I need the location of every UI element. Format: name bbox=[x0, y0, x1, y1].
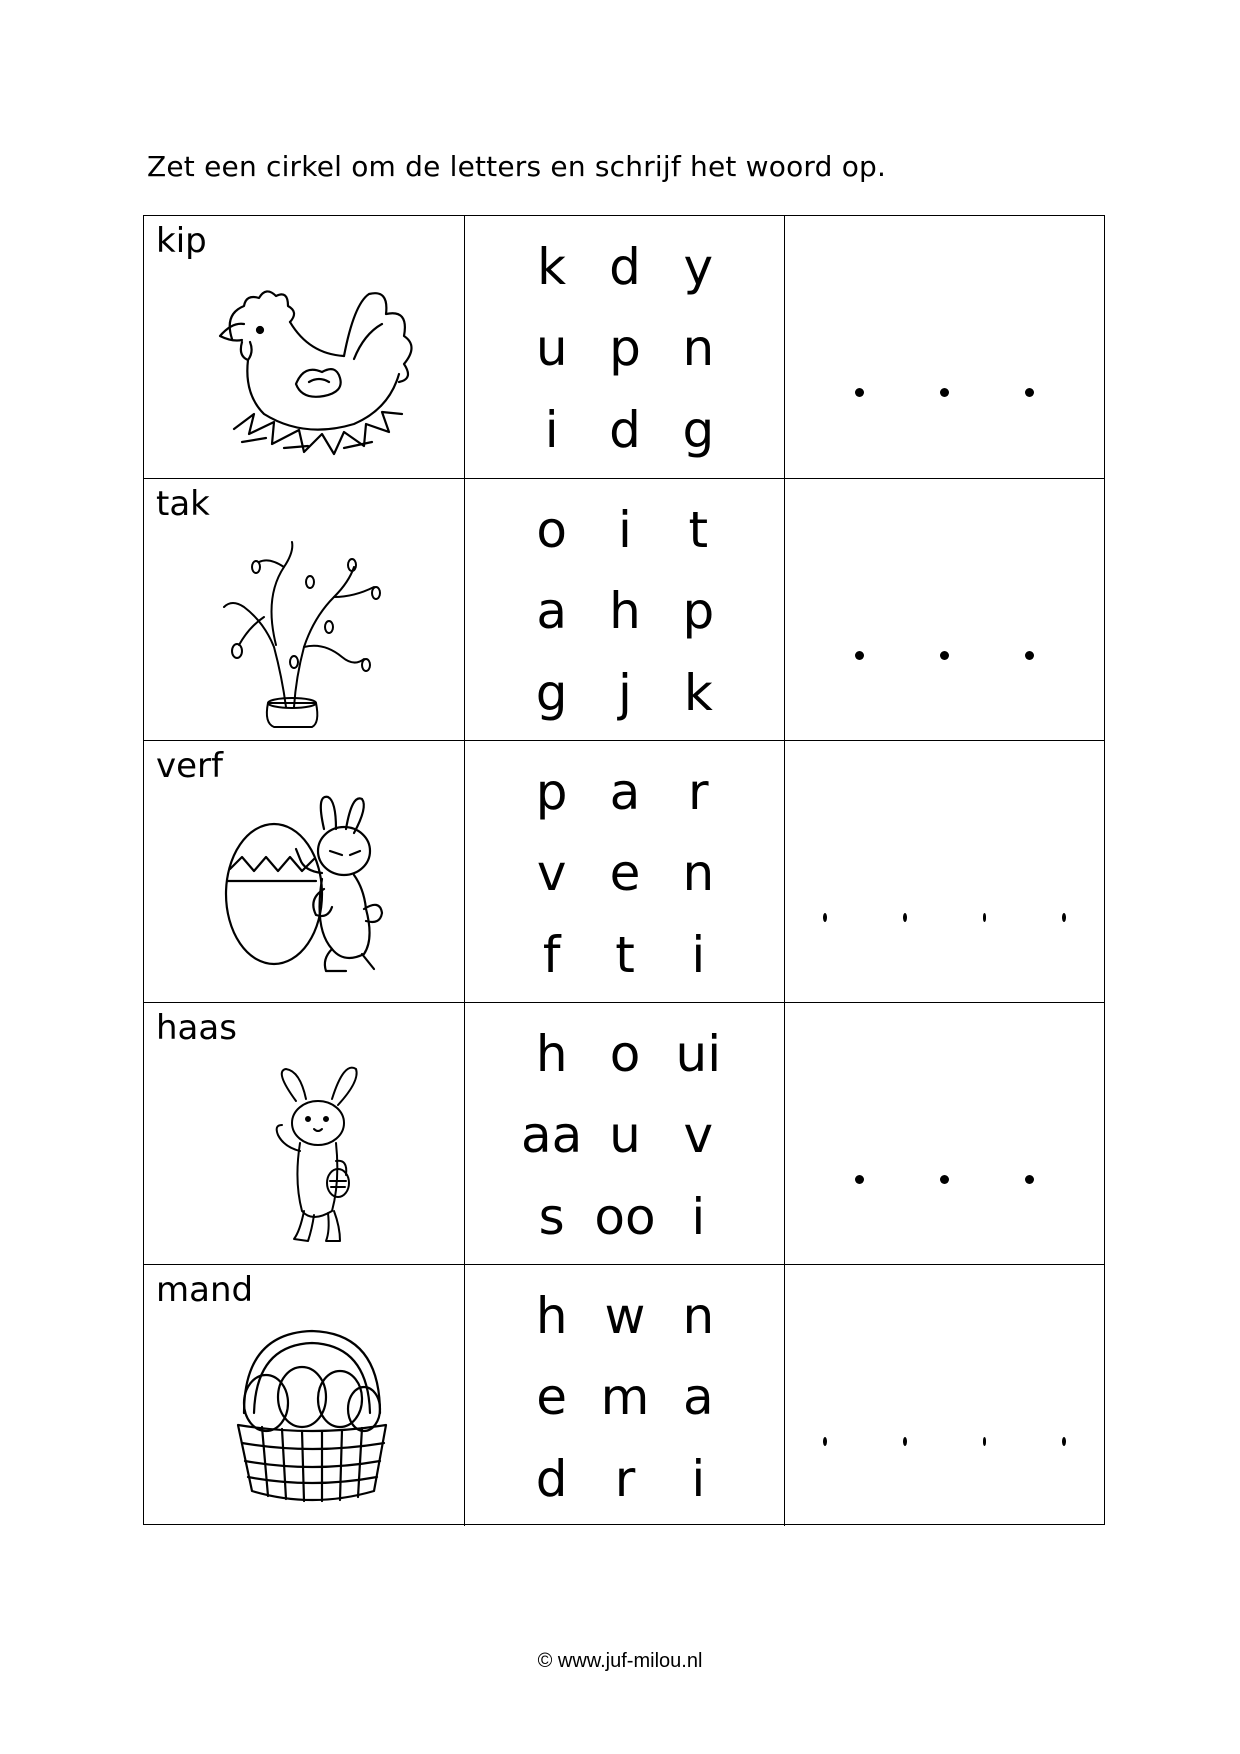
letter-grid-cell bbox=[465, 1003, 785, 1264]
letter-option[interactable]: p bbox=[682, 582, 715, 641]
answer-cell[interactable] bbox=[785, 479, 1104, 740]
answer-dot bbox=[903, 913, 907, 922]
table-row bbox=[144, 1002, 1104, 1264]
branch-with-eggs-drawing bbox=[204, 527, 419, 732]
answer-cell[interactable] bbox=[785, 1265, 1104, 1526]
letter-option[interactable]: m bbox=[600, 1368, 650, 1427]
letter-option[interactable]: n bbox=[682, 319, 715, 378]
bunny-holding-egg-drawing bbox=[204, 1051, 419, 1256]
letter-option[interactable]: u bbox=[535, 319, 568, 378]
letter-option[interactable]: d bbox=[609, 401, 641, 460]
answer-dot bbox=[1025, 388, 1034, 397]
letter-grid bbox=[515, 1275, 735, 1520]
picture-cell bbox=[144, 1003, 465, 1264]
letter-option[interactable]: k bbox=[537, 237, 567, 296]
letter-grid bbox=[515, 226, 735, 471]
letter-grid-cell bbox=[465, 1265, 785, 1526]
letter-option[interactable]: e bbox=[536, 1368, 568, 1427]
letter-option[interactable]: d bbox=[535, 1450, 568, 1509]
letter-option[interactable]: i bbox=[544, 401, 559, 460]
letter-option[interactable]: i bbox=[618, 500, 632, 559]
letter-option[interactable]: d bbox=[609, 237, 641, 296]
table-row bbox=[144, 740, 1104, 1002]
letter-option[interactable]: y bbox=[683, 237, 714, 296]
letter-option[interactable]: r bbox=[688, 762, 709, 821]
answer-dot bbox=[1062, 913, 1066, 922]
letter-grid bbox=[515, 751, 735, 996]
hen-on-nest-drawing bbox=[204, 264, 419, 469]
answer-dots bbox=[785, 388, 1104, 408]
letter-option[interactable]: n bbox=[682, 1286, 715, 1345]
letter-grid-cell bbox=[465, 216, 785, 478]
letter-option[interactable]: g bbox=[682, 401, 715, 460]
letter-option[interactable]: a bbox=[536, 582, 567, 641]
letter-grid-cell bbox=[465, 479, 785, 740]
answer-dot bbox=[983, 1437, 987, 1446]
letter-option[interactable]: g bbox=[535, 664, 568, 723]
answer-dot bbox=[940, 388, 949, 397]
letter-option[interactable]: k bbox=[683, 664, 713, 723]
answer-dot bbox=[855, 651, 864, 660]
word-label: haas bbox=[156, 1008, 237, 1048]
word-label: mand bbox=[156, 1270, 254, 1310]
letter-option[interactable]: j bbox=[618, 664, 632, 723]
letter-option[interactable]: a bbox=[683, 1368, 714, 1427]
letter-option[interactable]: p bbox=[535, 762, 568, 821]
letter-option[interactable]: n bbox=[682, 844, 715, 903]
letter-grid bbox=[515, 1013, 735, 1258]
table-row bbox=[144, 1264, 1104, 1526]
letter-option[interactable]: s bbox=[538, 1188, 565, 1247]
answer-dot bbox=[823, 913, 827, 922]
answer-dot bbox=[903, 1437, 907, 1446]
bunny-painting-egg-drawing bbox=[204, 789, 419, 994]
instruction-text: Zet een cirkel om de letters en schrijf het woord op. bbox=[147, 150, 887, 183]
answer-cell[interactable] bbox=[785, 741, 1104, 1002]
answer-dot bbox=[1062, 1437, 1066, 1446]
answer-cell[interactable] bbox=[785, 1003, 1104, 1264]
letter-option[interactable]: i bbox=[691, 1450, 706, 1509]
letter-option[interactable]: h bbox=[535, 1024, 568, 1083]
table-row bbox=[144, 216, 1104, 478]
letter-option[interactable]: aa bbox=[521, 1106, 583, 1165]
word-label: tak bbox=[156, 484, 210, 524]
letter-option[interactable]: u bbox=[609, 1106, 641, 1165]
answer-dot bbox=[855, 1175, 864, 1184]
table-row bbox=[144, 478, 1104, 740]
copyright-footer: © www.juf-milou.nl bbox=[537, 1650, 703, 1672]
picture-cell bbox=[144, 741, 465, 1002]
letter-option[interactable]: v bbox=[683, 1106, 714, 1165]
letter-option[interactable]: r bbox=[614, 1450, 636, 1509]
answer-dot bbox=[940, 1175, 949, 1184]
letter-option[interactable]: t bbox=[688, 500, 709, 559]
letter-option[interactable]: p bbox=[609, 319, 641, 378]
basket-with-eggs-drawing bbox=[204, 1313, 419, 1518]
letter-option[interactable]: a bbox=[609, 762, 641, 821]
letter-option[interactable]: ui bbox=[675, 1024, 722, 1083]
letter-option[interactable]: v bbox=[536, 844, 567, 903]
letter-grid-cell bbox=[465, 741, 785, 1002]
answer-dots bbox=[785, 1175, 1104, 1195]
answer-dot bbox=[940, 651, 949, 660]
answer-dots bbox=[785, 913, 1104, 933]
answer-dot bbox=[855, 388, 864, 397]
letter-option[interactable]: i bbox=[691, 926, 706, 985]
letter-grid bbox=[515, 489, 735, 734]
word-label: kip bbox=[156, 221, 207, 261]
worksheet-table bbox=[143, 215, 1105, 1525]
answer-dot bbox=[1025, 651, 1034, 660]
letter-option[interactable]: i bbox=[691, 1188, 706, 1247]
letter-option[interactable]: o bbox=[536, 500, 567, 559]
answer-dot bbox=[1025, 1175, 1034, 1184]
letter-option[interactable]: h bbox=[609, 582, 641, 641]
letter-option[interactable]: t bbox=[615, 926, 635, 985]
letter-option[interactable]: oo bbox=[594, 1188, 656, 1247]
letter-option[interactable]: h bbox=[535, 1286, 568, 1345]
answer-cell[interactable] bbox=[785, 216, 1104, 478]
word-label: verf bbox=[156, 746, 223, 786]
picture-cell bbox=[144, 216, 465, 478]
letter-option[interactable]: o bbox=[609, 1024, 641, 1083]
answer-dot bbox=[983, 913, 987, 922]
letter-option[interactable]: f bbox=[542, 926, 561, 985]
picture-cell bbox=[144, 479, 465, 740]
answer-dots bbox=[785, 651, 1104, 671]
answer-dots bbox=[785, 1437, 1104, 1457]
answer-dot bbox=[823, 1437, 827, 1446]
picture-cell bbox=[144, 1265, 465, 1526]
letter-option[interactable]: e bbox=[609, 844, 641, 903]
letter-option[interactable]: w bbox=[604, 1286, 646, 1345]
